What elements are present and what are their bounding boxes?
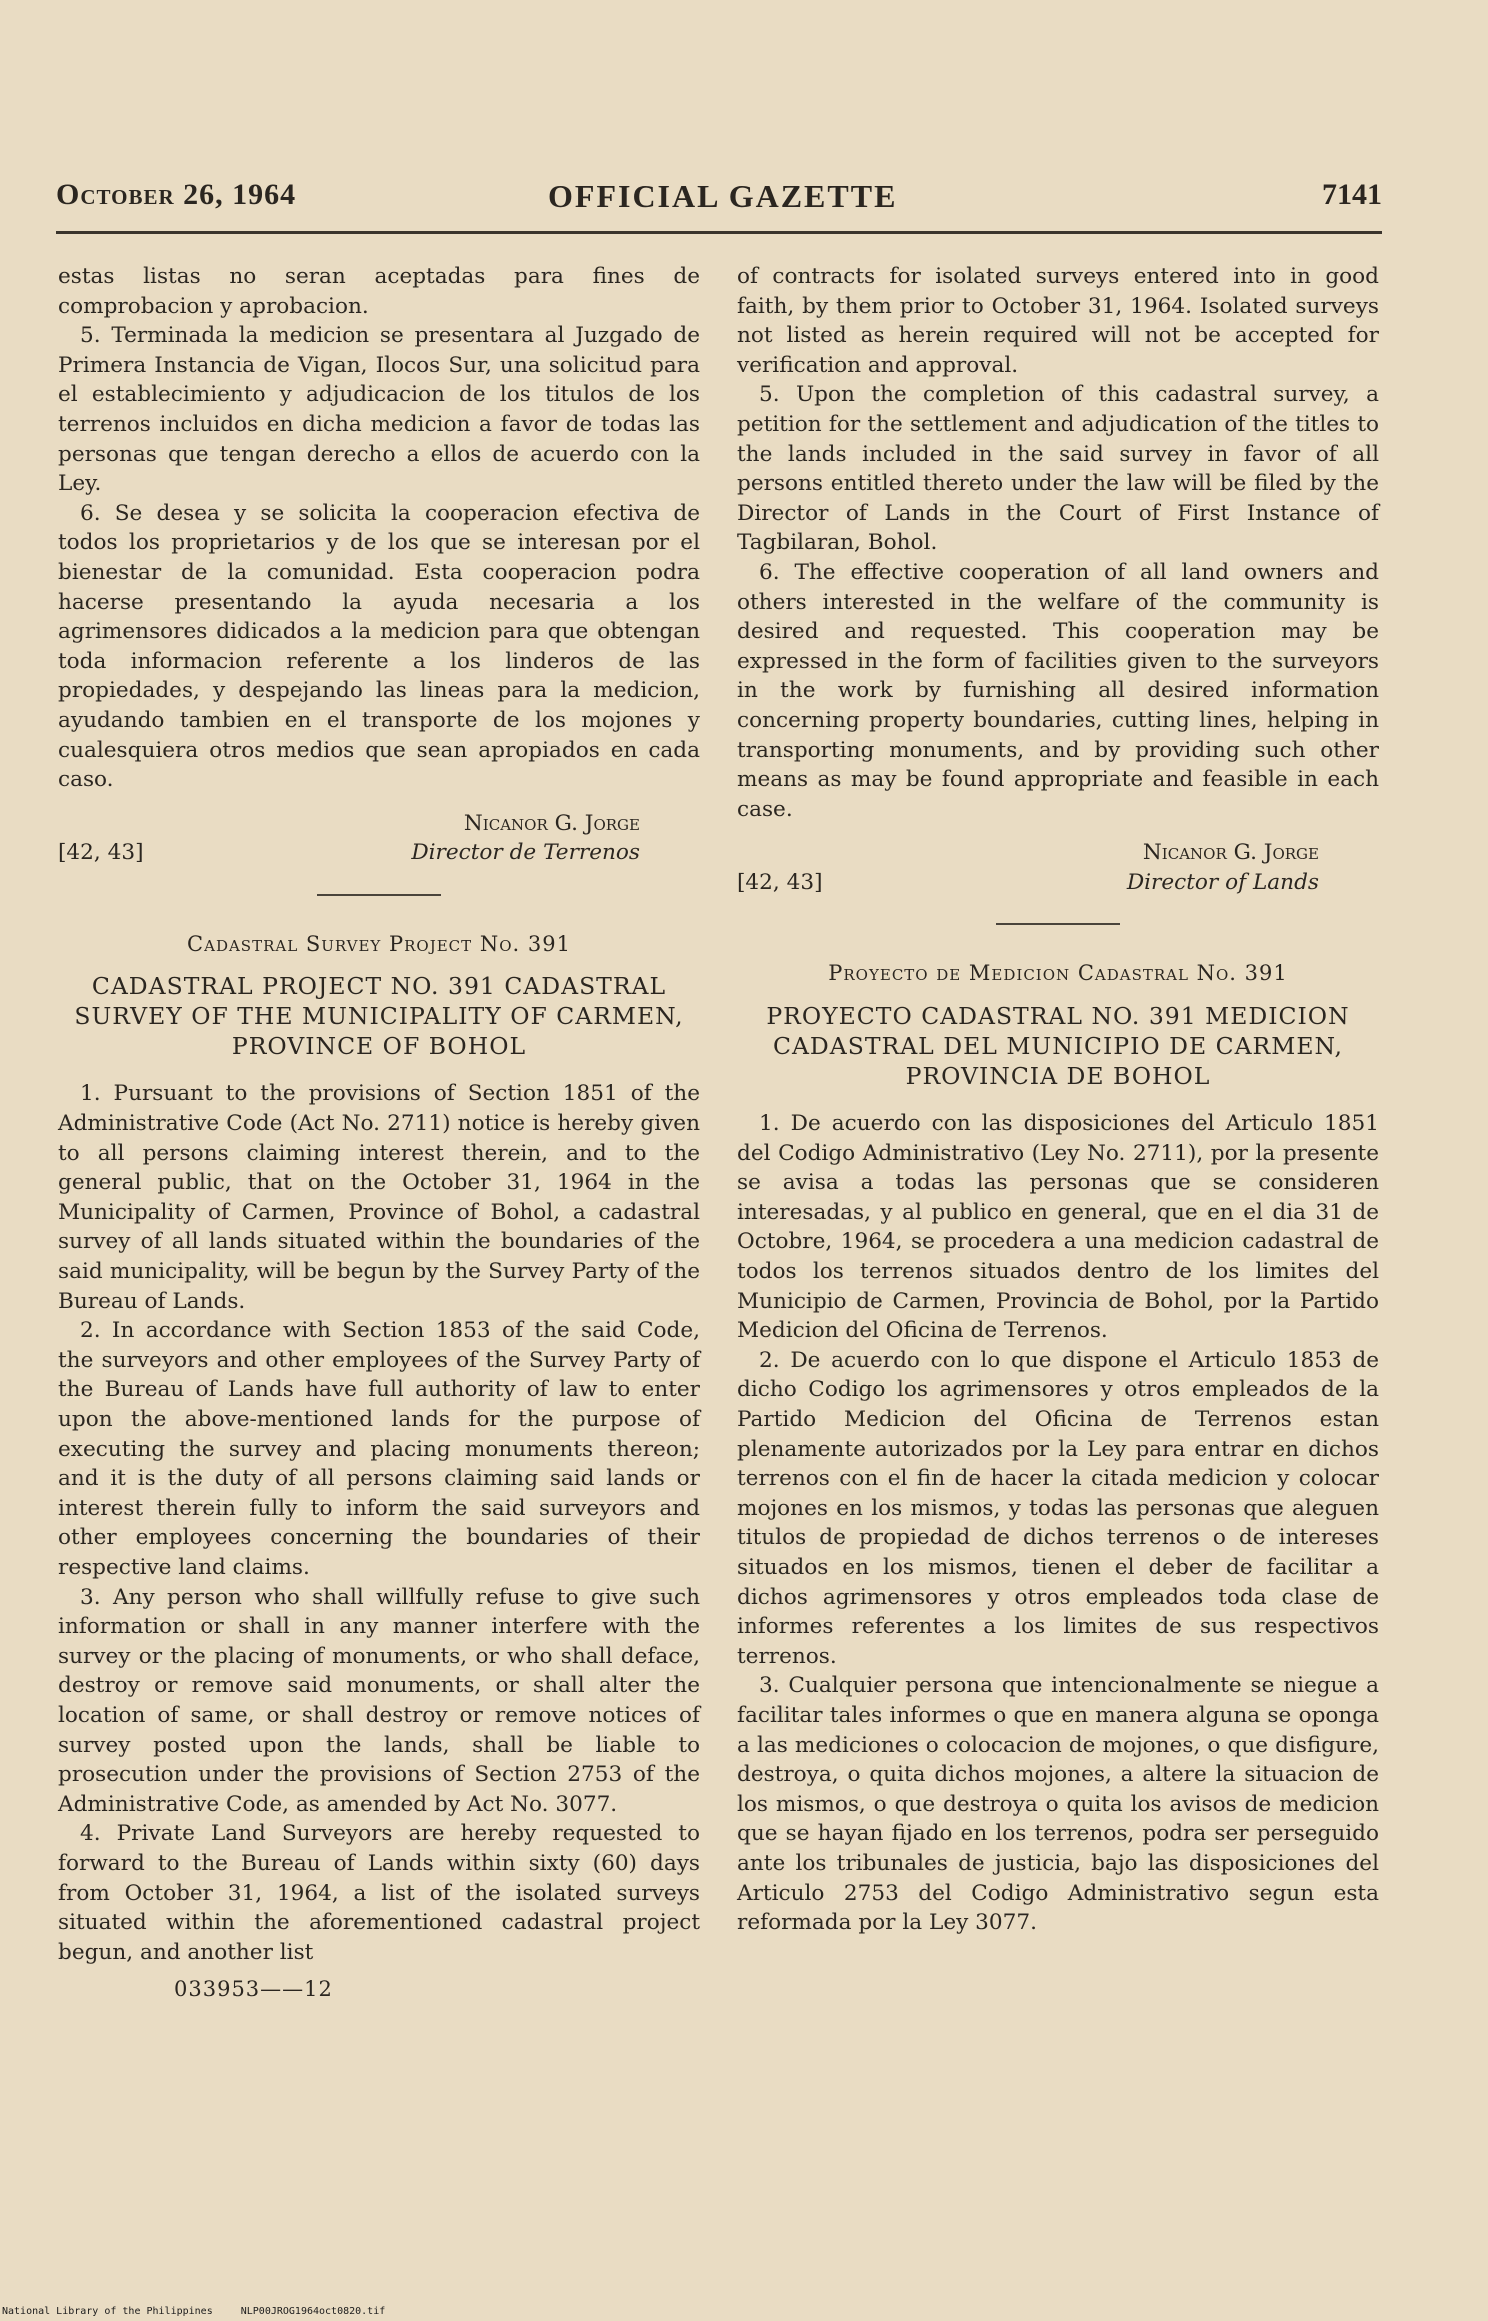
page-header (56, 178, 1382, 222)
paragraph: 5. Terminada la medicion se presentara al Juzgado de Primera Instancia de Vigan, Ilocos Sur, una solicitud para el establecimiento y adjudicacion de los titulos de los terrenos incluidos en dicha medicion a favor de todas las personas que tengan derecho a ellos de acuerdo con la Ley. (58, 323, 700, 497)
paragraph: 4. Private Land Surveyors are hereby requested to forward to the Bureau of Lands within sixty (60) days from October 31, 1964, a list of the isolated surveys situated within the aforementioned cadastral project begun, and another list (58, 1821, 700, 1965)
section-label: Cadastral Survey Project No. 391 (187, 931, 571, 956)
section-title: CADASTRAL PROJECT NO. 391 CADASTRAL SURVEY OF THE MUNICIPALITY OF CARMEN, PROVINCE OF BOHOL (74, 972, 684, 1061)
signature-row (58, 838, 700, 868)
signature-ref: [42, 43] (737, 869, 823, 895)
paragraph: 2. De acuerdo con lo que dispone el Articulo 1853 de dicho Codigo los agrimensores y otros empleados de la Partido Medicion del Oficina de Terrenos estan plenamente autorizados por la Ley para entrar en dichos terrenos con el fin de hacer la citada medicion y colocar mojones en los mismos, y todas las personas que aleguen titulos de propiedad de dichos terrenos o de intereses situados en los mismos, tienen el deber de facilitar a dichos agrimensores y otros empleados toda clase de informes referentes a los limites de sus respectivos terrenos. (737, 1347, 1379, 1669)
scan-filename: NLP00JROG1964oct0820.tif (240, 2306, 386, 2317)
signature-title: Director of Lands (1126, 869, 1319, 895)
paragraph: 3. Cualquier persona que intencionalmente se niegue a facilitar tales informes o que en manera alguna se oponga a las mediciones o colocacion de mojones, o que disfigure, destroya, o quita dichos mojones, a altere la situacion de los mismos, o que destroya o quita los avisos de medicion que se hayan fijado en los terrenos, podra ser perseguido ante los tribunales de justicia, bajo las disposiciones del Articulo 2753 del Codigo Administrativo segun esta reformada por la Ley 3077. (737, 1673, 1379, 1936)
paragraph: estas listas no seran aceptadas para fines de comprobacion y aprobacion. (58, 264, 700, 319)
header-title: OFFICIAL GAZETTE (548, 178, 898, 214)
header-date: October 26, 1964 (56, 178, 297, 211)
paragraph: 1. Pursuant to the provisions of Section 1851 of the Administrative Code (Act No. 2711) notice is hereby given to all persons claiming interest therein, and to the general public, that on the October 31, 1964 in the Municipality of Carmen, Province of Bohol, a cadastral survey of all lands situated within the boundaries of the said municipality, will be begun by the Survey Party of the Bureau of Lands. (58, 1081, 700, 1314)
left-column (58, 262, 700, 2005)
signature-name: Nicanor G. Jorge (463, 810, 640, 836)
paragraph: 6. The effective cooperation of all land owners and others interested in the welfare of the community is desired and requested. This cooperation may be expressed in the form of facilities given to the surveyors in the work by furnishing all desired information concerning property boundaries, cutting lines, helping in transporting monuments, and by providing such other means as may be found appropriate and feasible in each case. (737, 559, 1379, 822)
paragraph: 3. Any person who shall willfully refuse to give such information or shall in any manner interfere with the survey or the placing of monuments, or who shall deface, destroy or remove said monuments, or shall alter the location of same, or shall destroy or remove notices of survey posted upon the lands, shall be liable to prosecution under the provisions of Section 2753 of the Administrative Code, as amended by Act No. 3077. (58, 1584, 700, 1817)
print-code: 033953——12 (174, 1977, 333, 2002)
paragraph: 1. De acuerdo con las disposiciones del Articulo 1851 del Codigo Administrativo (Ley No. 2711), por la presente se avisa a todas las personas que se consideren interesadas, y al publico en general, que en el dia 31 de Octobre, 1964, se procedera a una medicion cadastral de todos los terrenos situados dentro de los limites del Municipio de Carmen, Provincia de Bohol, por la Partido Medicion del Oficina de Terrenos. (737, 1111, 1379, 1344)
signature-name: Nicanor G. Jorge (1142, 840, 1319, 866)
right-column (737, 262, 1379, 1938)
header-rule (56, 231, 1382, 234)
section-title: PROYECTO CADASTRAL NO. 391 MEDICION CADASTRAL DEL MUNICIPIO DE CARMEN, PROVINCIA DE BOHOL (766, 1002, 1350, 1091)
signature-ref: [42, 43] (58, 840, 144, 866)
signature-title: Director de Terrenos (411, 840, 640, 866)
section-divider (996, 923, 1120, 925)
paragraph: 2. In accordance with Section 1853 of the said Code, the surveyors and other employees of the Survey Party of the Bureau of Lands have full authority of law to enter upon the above-mentioned lands for the purpose of executing the survey and placing monuments thereon; and it is the duty of all persons claiming said lands or interest therein fully to inform the said surveyors and other employees concerning the boundaries of their respective land claims. (58, 1318, 700, 1580)
scan-footer (2, 2306, 407, 2317)
paragraph: of contracts for isolated surveys entered into in good faith, by them prior to October 31, 1964. Isolated surveys not listed as herein required will not be accepted for verification and approval. (737, 264, 1379, 378)
section-label: Proyecto de Medicion Cadastral No. 391 (828, 961, 1288, 986)
scan-library: National Library of the Philippines (2, 2306, 213, 2317)
header-page-number: 7141 (1322, 178, 1382, 211)
paragraph: 6. Se desea y se solicita la cooperacion efectiva de todos los proprietarios y de los que se interesan por el bienestar de la comunidad. Esta cooperacion podra hacerse presentando la ayuda necesaria a los agrimensores didicados a la medicion para que obtengan toda informacion referente a los linderos de las propiedades, y despejando las lineas para la medicion, ayudando tambien en el transporte de los mojones y cualesquiera otros medios que sean apropiados en cada caso. (58, 500, 700, 793)
paragraph: 5. Upon the completion of this cadastral survey, a petition for the settlement and adjudication of the titles to the lands included in the said survey in favor of all persons entitled thereto under the law will be filed by the Director of Lands in the Court of First Instance of Tagbilaran, Bohol. (737, 382, 1379, 556)
section-divider (317, 894, 441, 896)
signature-row (737, 868, 1379, 898)
